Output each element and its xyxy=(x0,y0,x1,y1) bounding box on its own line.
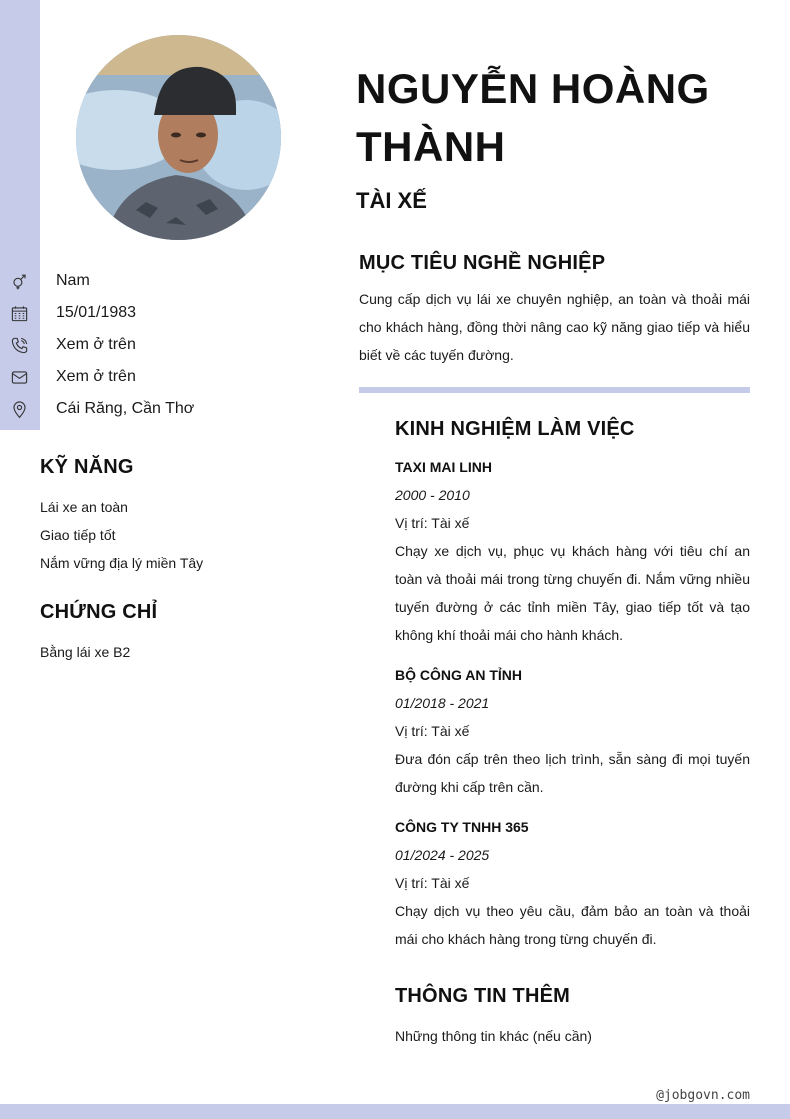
watermark: @jobgovn.com xyxy=(656,1088,750,1103)
birthdate-value: 15/01/1983 xyxy=(56,304,137,321)
certificate-item: Bằng lái xe B2 xyxy=(40,644,131,660)
job-description: Đưa đón cấp trên theo lịch trình, sẵn sàng đi mọi tuyến đường khi cấp trên cần. xyxy=(395,751,750,795)
contact-list xyxy=(0,265,260,425)
certificates-section xyxy=(40,601,330,666)
job-position: Vị trí: Tài xế xyxy=(395,875,470,891)
contact-email xyxy=(0,361,260,393)
gender-icon xyxy=(9,271,29,291)
job-period: 01/2018 - 2021 xyxy=(395,695,490,711)
extra-info-text: Những thông tin khác (nếu cần) xyxy=(395,1028,592,1044)
skills-section xyxy=(40,456,330,577)
location-pin-icon xyxy=(9,399,29,419)
skill-item: Lái xe an toàn xyxy=(40,499,128,515)
objective-text: Cung cấp dịch vụ lái xe chuyên nghiệp, an toàn và thoải mái cho khách hàng, đồng thời nâng cao kỹ năng giao tiếp và hiểu biết về các tuyến đường. xyxy=(359,291,750,363)
contact-address xyxy=(0,393,260,425)
job-description: Chạy xe dịch vụ, phục vụ khách hàng với tiêu chí an toàn và thoải mái trong từng chuyến đi. Nắm vững nhiều tuyến đường ở các tỉnh miền Tây, giao tiếp tốt và tạo không khí thoải mái cho hành khách. xyxy=(395,543,750,643)
certificates-list xyxy=(40,638,330,666)
bottom-accent-strip xyxy=(0,1104,790,1119)
job-entry xyxy=(395,661,750,801)
job-period: 01/2024 - 2025 xyxy=(395,847,490,863)
candidate-job-title: TÀI XẾ xyxy=(356,188,427,213)
experience-title: KINH NGHIỆM LÀM VIỆC xyxy=(395,418,635,440)
extra-info-title: THÔNG TIN THÊM xyxy=(395,985,571,1007)
email-value: Xem ở trên xyxy=(56,368,136,385)
certificates-title: CHỨNG CHỈ xyxy=(40,601,158,623)
address-value: Cái Răng, Cần Thơ xyxy=(56,400,195,417)
contact-birthdate xyxy=(0,297,260,329)
objective-section xyxy=(359,252,750,369)
avatar xyxy=(76,35,281,240)
job-company: TAXI MAI LINH xyxy=(395,459,492,475)
profile-photo xyxy=(76,35,281,240)
phone-value: Xem ở trên xyxy=(56,336,136,353)
skills-list xyxy=(40,493,330,577)
job-position: Vị trí: Tài xế xyxy=(395,723,470,739)
job-company: CÔNG TY TNHH 365 xyxy=(395,819,529,835)
contact-gender xyxy=(0,265,260,297)
job-position: Vị trí: Tài xế xyxy=(395,515,470,531)
phone-icon xyxy=(9,335,29,355)
skills-title: KỸ NĂNG xyxy=(40,456,134,478)
job-entry xyxy=(395,813,750,953)
job-period: 2000 - 2010 xyxy=(395,487,470,503)
objective-title: MỤC TIÊU NGHỀ NGHIỆP xyxy=(359,252,606,274)
experience-section xyxy=(395,418,750,953)
gender-value: Nam xyxy=(56,272,90,289)
job-description: Chạy dịch vụ theo yêu cầu, đảm bảo an toàn và thoải mái cho khách hàng trong từng chuyến đi. xyxy=(395,903,750,947)
job-company: BỘ CÔNG AN TỈNH xyxy=(395,667,523,683)
candidate-name: NGUYỄN HOÀNG THÀNH xyxy=(356,65,710,170)
job-entry xyxy=(395,453,750,649)
calendar-icon xyxy=(9,303,29,323)
section-divider xyxy=(359,387,750,393)
extra-info-section xyxy=(395,985,750,1050)
contact-phone xyxy=(0,329,260,361)
skill-item: Giao tiếp tốt xyxy=(40,527,116,543)
skill-item: Nắm vững địa lý miền Tây xyxy=(40,555,204,571)
mail-icon xyxy=(9,367,29,387)
